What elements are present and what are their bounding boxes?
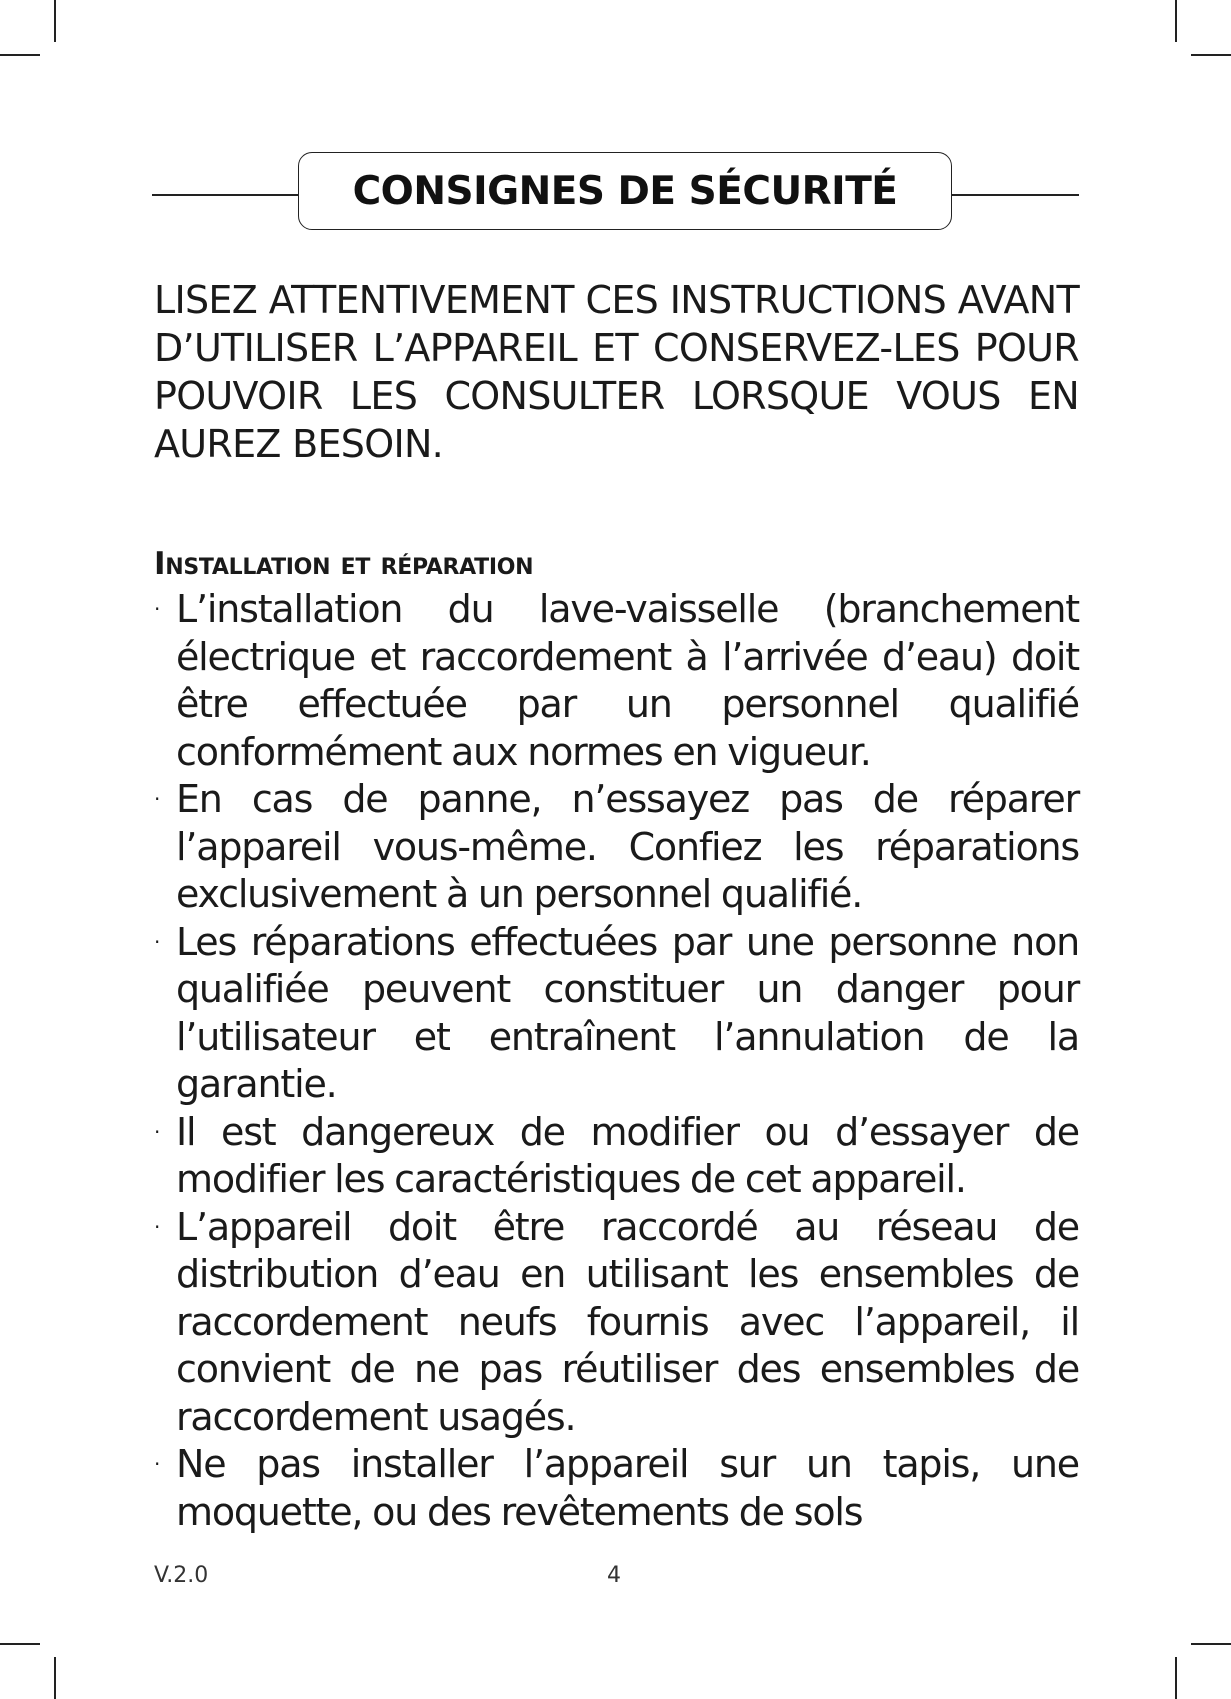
list-item-text: Ne pas installer l’appareil sur un tapis, une moquette, ou des revêtements de sols	[176, 1442, 1079, 1534]
list-item	[154, 586, 1079, 776]
bullet-icon: ·	[154, 1214, 160, 1239]
crop-mark-top-left-vertical	[54, 0, 56, 42]
title-banner	[298, 152, 952, 230]
crop-mark-bottom-right-vertical	[1175, 1657, 1177, 1699]
list-item-text: L’installation du lave-vaisselle (branchement électrique et raccordement à l’arrivée d’eau) doit être effectuée par un personnel qualifié conformément aux normes en vigueur.	[176, 587, 1079, 774]
list-item	[154, 776, 1079, 919]
crop-mark-bottom-left-vertical	[54, 1657, 56, 1699]
list-item	[154, 919, 1079, 1109]
crop-mark-top-right-horizontal	[1191, 54, 1231, 56]
list-item-text: En cas de panne, n’essayez pas de réparer l’appareil vous-même. Confiez les réparations exclusivement à un personnel qualifié.	[176, 777, 1079, 916]
crop-mark-bottom-right-horizontal	[1191, 1643, 1231, 1645]
bullet-icon: ·	[154, 929, 160, 954]
instruction-list	[154, 586, 1079, 1536]
page-title: CONSIGNES DE SÉCURITÉ	[352, 168, 898, 214]
bullet-icon: ·	[154, 787, 160, 811]
version-label: V.2.0	[154, 1563, 209, 1588]
list-item-text: Les réparations effectuées par une personne non qualifiée peuvent constituer un danger pour l’utilisateur et entraînent l’annulation de la garantie.	[176, 919, 1079, 1106]
bullet-icon: ·	[154, 1452, 160, 1476]
list-item-text: Il est dangereux de modifier ou d’essayer de modifier les caractéristiques de cet appareil.	[176, 1109, 1079, 1201]
title-rule-right	[952, 194, 1079, 196]
intro-paragraph: LISEZ ATTENTIVEMENT CES INSTRUCTIONS AVANT D’UTILISER L’APPAREIL ET CONSERVEZ-LES POUR POUVOIR LES CONSULTER LORSQUE VOUS EN AUREZ BESOIN.	[154, 278, 1079, 466]
section-heading: Installation et réparation	[154, 546, 534, 582]
list-item	[154, 1441, 1079, 1536]
crop-mark-top-left-horizontal	[0, 54, 40, 56]
bullet-icon: ·	[154, 1119, 160, 1144]
crop-mark-bottom-left-horizontal	[0, 1643, 40, 1645]
crop-mark-top-right-vertical	[1175, 0, 1177, 42]
page-number: 4	[607, 1563, 621, 1588]
title-rule-left	[152, 194, 298, 196]
list-item	[154, 1204, 1079, 1442]
bullet-icon: ·	[154, 597, 160, 621]
list-item-text: L’appareil doit être raccordé au réseau de distribution d’eau en utilisant les ensembles de raccordement neufs fournis avec l’appareil, il convient de ne pas réutiliser des ensembles de raccordement usagés.	[176, 1204, 1079, 1439]
list-item	[154, 1109, 1079, 1204]
